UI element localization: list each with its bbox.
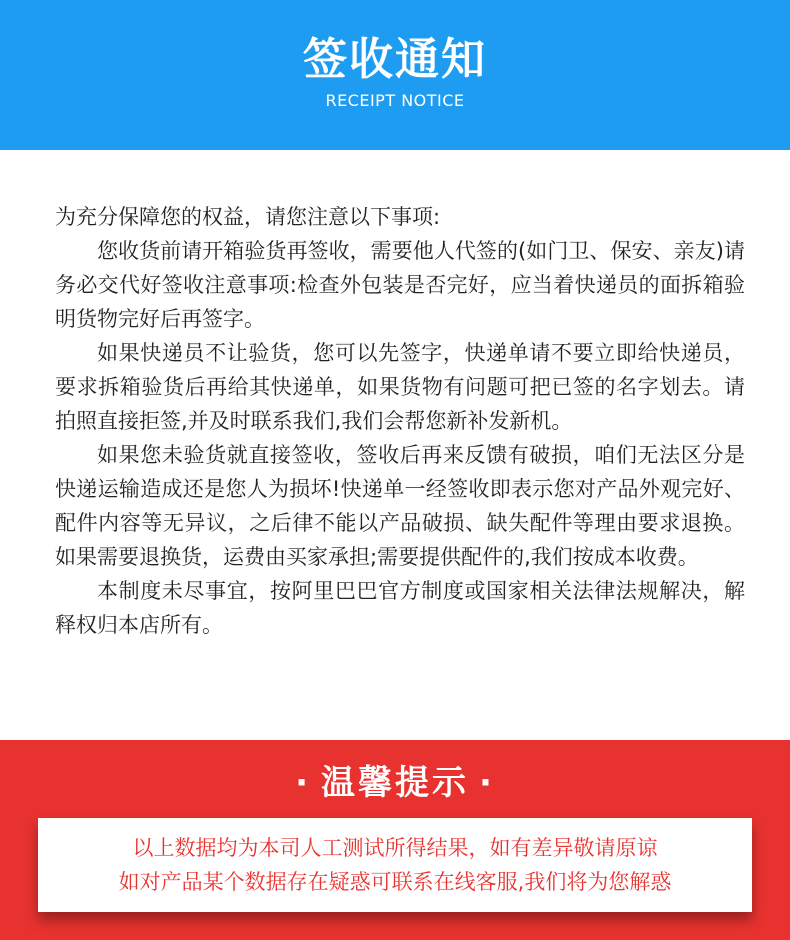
paragraph-damage: 如果您未验货就直接签收，签收后再来反馈有破损，咱们无法区分是快递运输造成还是您人为损坏!快递单一经签收即表示您对产品外观完好、配件内容等无异议，之后律不能以产品破损、缺失配件等理由要求退换。如果需要退换货，运费由买家承担;需要提供配件的,我们按成本收费。 (55, 443, 745, 569)
warm-tips-box (38, 818, 752, 912)
intro-text: 为充分保障您的权益，请您注意以下事项: (55, 205, 441, 229)
warm-tips-title: 温馨提示 (321, 763, 469, 803)
page-title: 签收通知 (303, 34, 487, 85)
paragraph-inspection: 您收货前请开箱验货再签收，需要他人代签的(如门卫、保安、亲友)请务必交代好签收注意事项:检查外包装是否完好，应当着快递员的面拆箱验明货物完好后再签字。 (55, 239, 745, 331)
warm-tips-section (0, 740, 790, 940)
title-dot-left: · (295, 763, 311, 803)
tip-line: 如对产品某个数据存在疑惑可联系在线客服,我们将为您解惑 (118, 870, 672, 894)
paragraph-policy: 本制度未尽事宜，按阿里巴巴官方制度或国家相关法律法规解决，解释权归本店所有。 (55, 579, 745, 637)
paragraph-courier: 如果快递员不让验货，您可以先签字，快递单请不要立即给快递员，要求拆箱验货后再给其快递单，如果货物有问题可把已签的名字划去。请拍照直接拒签,并及时联系我们,我们会帮您新补发新机。 (55, 341, 745, 433)
tip-line: 以上数据均为本司人工测试所得结果，如有差异敬请原谅 (132, 836, 658, 860)
page-subtitle: RECEIPT NOTICE (325, 91, 465, 110)
notice-body (55, 200, 745, 642)
header-banner (0, 0, 790, 150)
title-dot-right: · (479, 763, 495, 803)
warm-tips-title-row (0, 758, 790, 808)
